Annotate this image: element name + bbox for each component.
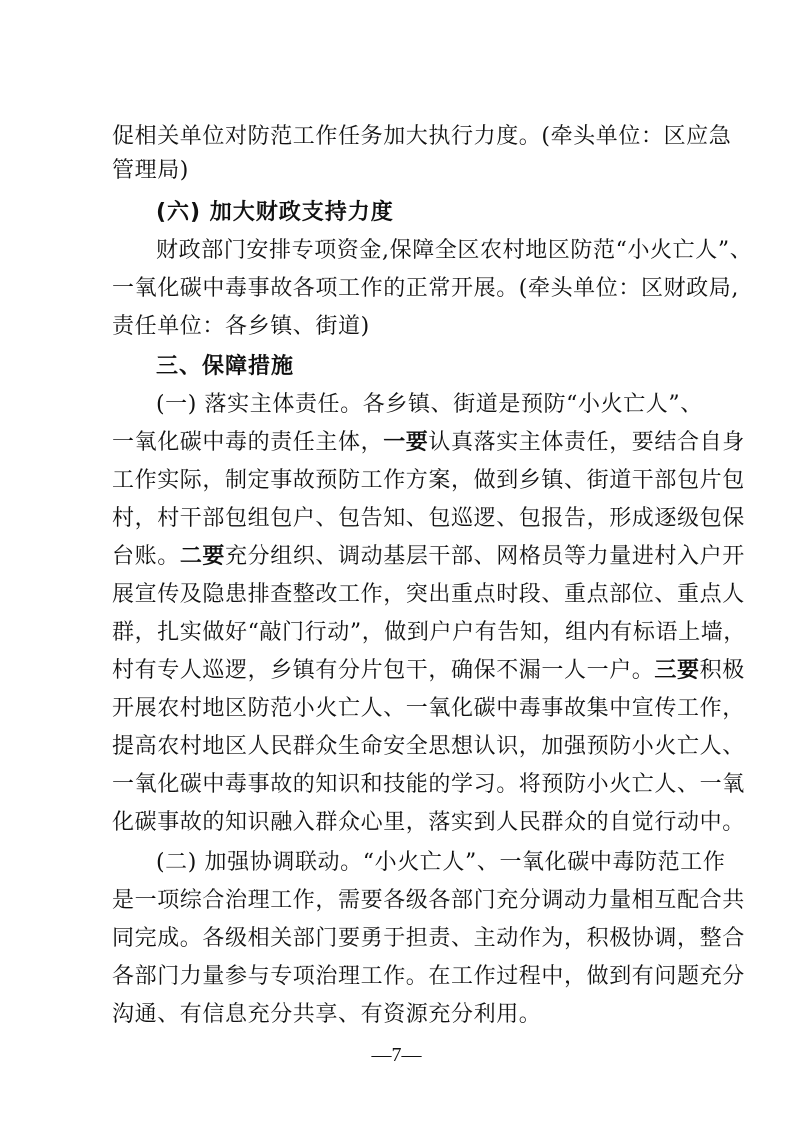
paragraph-line: 工作实际，制定事故预防工作方案，做到乡镇、街道干部包片包 (112, 468, 745, 493)
paragraph-line: 促相关单位对防范工作任务加大执行力度。(牵头单位：区应急 (112, 124, 732, 149)
paragraph-line: 提高农村地区人民群众生命安全思想认识，加强预防小火亡人、 (112, 734, 745, 759)
text-segment: 台账。 (112, 544, 180, 569)
emphasis-text: 一要 (383, 430, 429, 455)
paragraph-line: 是一项综合治理工作，需要各级各部门充分调动力量相互配合共 (112, 888, 745, 913)
paragraph-line (112, 540, 745, 574)
paragraph-line: 一氧化碳中毒事故各项工作的正常开展。(牵头单位：区财政局, (112, 276, 739, 301)
section-heading: (六) 加大财政支持力度 (156, 200, 394, 225)
emphasis-text: 二要 (179, 544, 226, 569)
text-segment: 充分组织、调动基层干部、网格员等力量进村入户开 (225, 544, 745, 569)
page-number: —7— (371, 1044, 422, 1066)
paragraph-line (112, 426, 745, 460)
paragraph-line (112, 654, 745, 688)
text-segment: 积极 (699, 658, 745, 683)
paragraph-line: 展宣传及隐患排查整改工作，突出重点时段、重点部位、重点人 (112, 582, 745, 607)
text-segment: 村有专人巡逻，乡镇有分片包干，确保不漏一人一户。 (112, 658, 655, 683)
paragraph-line: (二) 加强协调联动。“小火亡人”、一氧化碳中毒防范工作 (156, 850, 726, 875)
paragraph-line: 沟通、有信息充分共享、有资源充分利用。 (112, 1002, 542, 1027)
section-heading: 三、保障措施 (156, 354, 295, 379)
paragraph-line: 村，村干部包组包户、包告知、包巡逻、包报告，形成逐级包保 (112, 506, 745, 531)
emphasis-text: 三要 (654, 658, 700, 683)
paragraph-line: 责任单位：各乡镇、街道) (112, 314, 370, 339)
paragraph-line: (一) 落实主体责任。各乡镇、街道是预防“小火亡人”、 (156, 392, 703, 417)
paragraph-line: 财政部门安排专项资金,保障全区农村地区防范“小火亡人”、 (156, 238, 753, 263)
paragraph-line: 各部门力量参与专项治理工作。在工作过程中，做到有问题充分 (112, 964, 745, 989)
paragraph-line: 管理局) (112, 158, 189, 183)
paragraph-line: 一氧化碳中毒事故的知识和技能的学习。将预防小火亡人、一氧 (112, 772, 745, 797)
paragraph-line: 同完成。各级相关部门要勇于担责、主动作为，积极协调，整合 (112, 926, 745, 951)
paragraph-line: 群，扎实做好“敲门行动”，做到户户有告知，组内有标语上墙， (112, 620, 746, 645)
paragraph-line: 化碳事故的知识融入群众心里，落实到人民群众的自觉行动中。 (112, 810, 745, 835)
text-segment: 一氧化碳中毒的责任主体， (112, 430, 384, 455)
text-segment: 认真落实主体责任，要结合自身 (428, 430, 745, 455)
paragraph-line: 开展农村地区防范小火亡人、一氧化碳中毒事故集中宣传工作， (112, 696, 745, 721)
